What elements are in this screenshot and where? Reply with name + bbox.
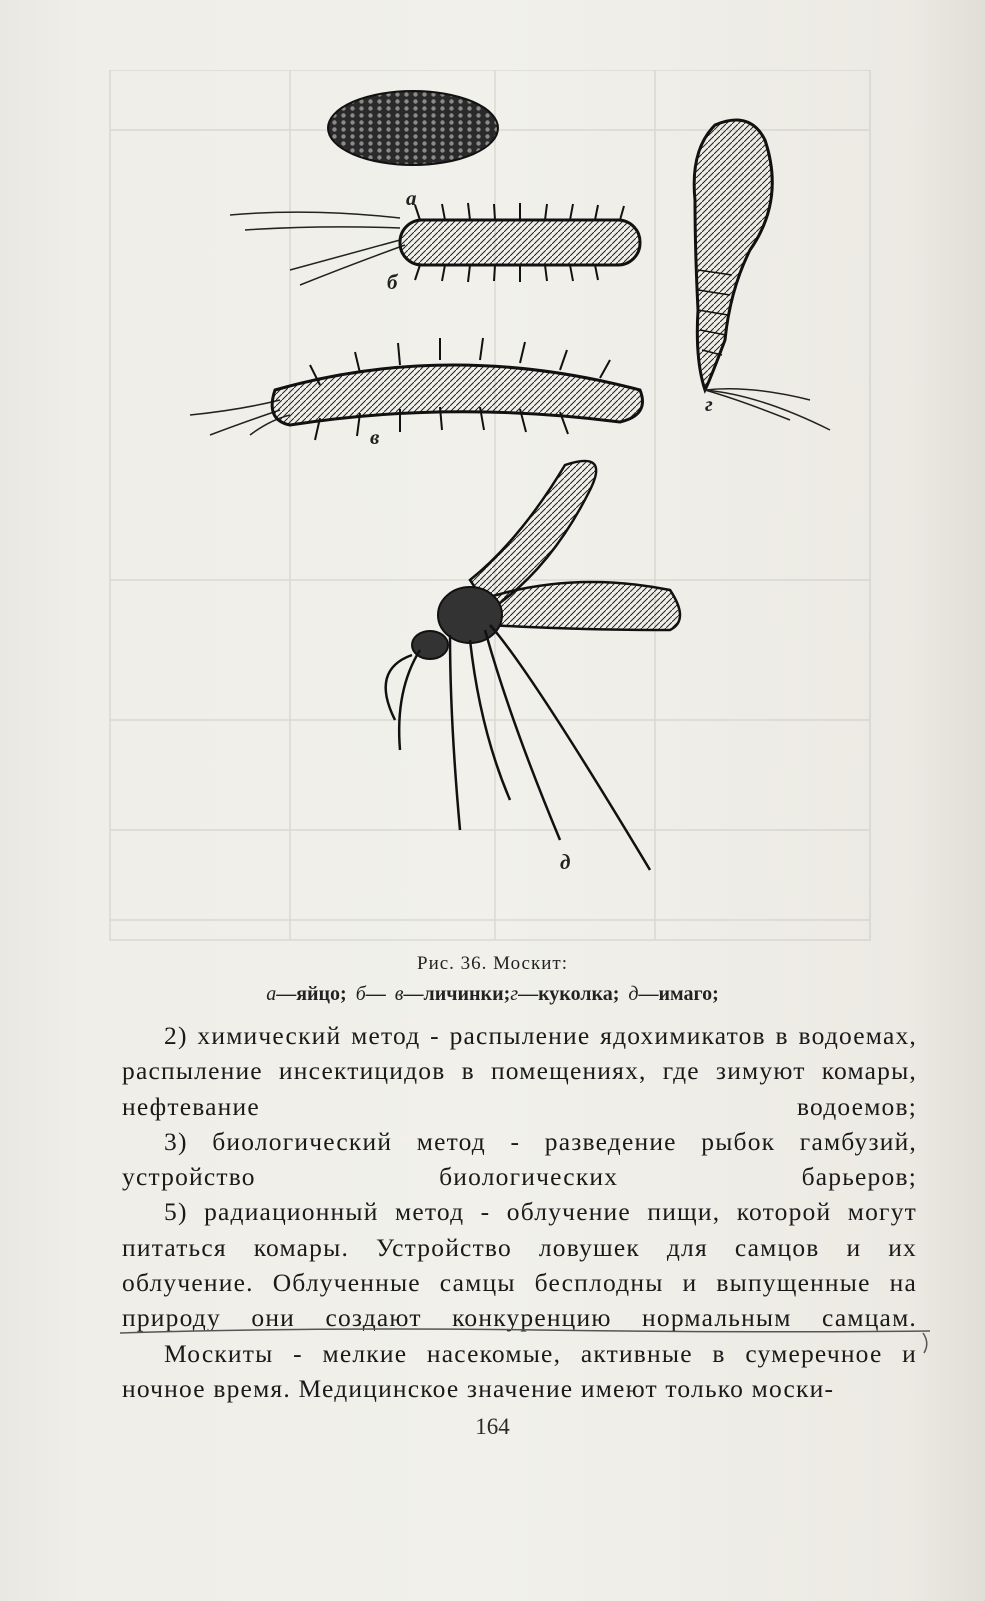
- figure-caption-title: Рис. 36. Москит:: [417, 953, 568, 974]
- mosquito-illustration: [150, 70, 870, 940]
- legend-text-g: —куколка;: [518, 983, 620, 1005]
- pen-underline-mark: [118, 1325, 933, 1355]
- paragraph-mosquitoes: Москиты - мелкие насекомые, активные в сумеречное и ночное время. Медицинское значение имеют только моски-: [122, 1338, 917, 1403]
- legend-text-b: —: [365, 983, 386, 1005]
- label-egg: а: [406, 186, 417, 210]
- larva-b-drawing: [230, 203, 640, 285]
- figure-caption-legend: [0, 983, 985, 1006]
- paragraph-chemical-method: 2) химический метод - распыление ядохимикатов в водоемах, распыление инсектицидов в помещениях, где зимуют комары, нефтевание водоемов;: [122, 1021, 917, 1121]
- legend-letter-d: д: [628, 983, 639, 1005]
- legend-text-v: —личинки;: [403, 983, 511, 1005]
- larva-v-drawing: [190, 338, 643, 440]
- label-pupa: г: [705, 392, 713, 416]
- legend-letter-a: а: [266, 983, 277, 1005]
- imago-drawing: [386, 461, 680, 870]
- label-larva-v: в: [370, 425, 380, 449]
- legend-text-a: —яйцо;: [276, 983, 347, 1005]
- page-number: 164: [475, 1414, 510, 1439]
- paragraph-biological-method: 3) биологический метод - разведение рыбок гамбузий, устройство биологических барьеров;: [122, 1126, 917, 1192]
- legend-letter-b: б: [355, 983, 366, 1005]
- legend-text-d: —имаго;: [638, 983, 719, 1005]
- egg-drawing: [328, 91, 498, 165]
- legend-letter-g: г: [510, 983, 519, 1005]
- legend-letter-v: в: [394, 983, 404, 1005]
- label-larva-b: б: [387, 270, 398, 294]
- paragraph-radiation-method: 5) радиационный метод - облучение пищи, которой могут питаться комары. Устройство ловушек для самцов и их облучение. Облученные самцы бесплодны и выпущенные на природу они создают конкуренцию нормальным самцам.: [122, 1197, 917, 1333]
- mosquito-figure: [150, 70, 870, 940]
- label-imago: д: [560, 850, 571, 874]
- pupa-drawing: [694, 120, 830, 430]
